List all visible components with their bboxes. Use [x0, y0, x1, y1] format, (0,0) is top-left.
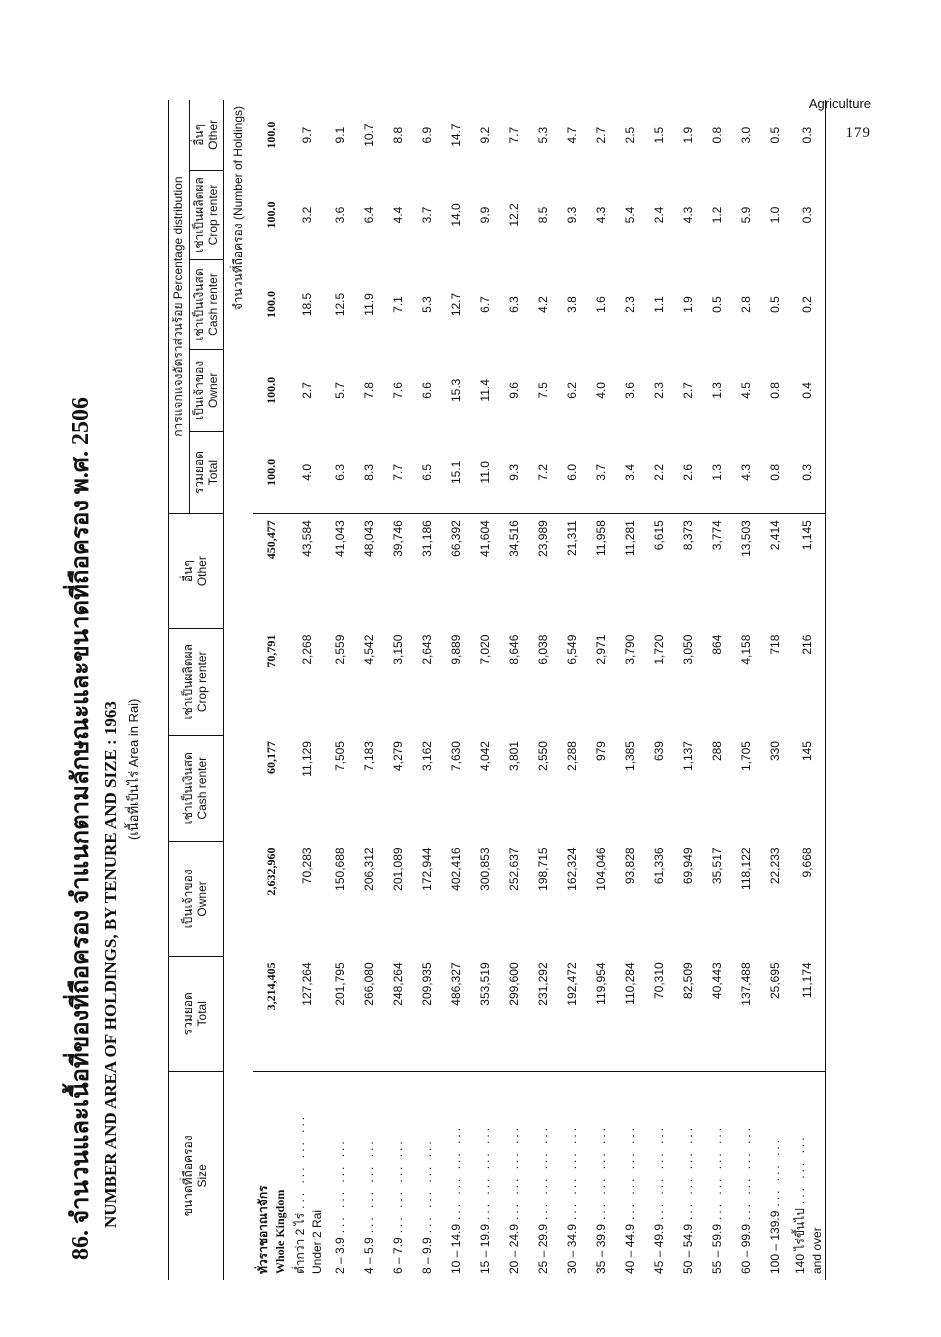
count-cell: 718 — [767, 634, 782, 655]
percent-cell: 3.2 — [300, 206, 315, 224]
percent-cell: 6.4 — [361, 206, 376, 224]
count-cell: 35,517 — [709, 847, 724, 885]
pct-total-header: รวมยอด Total — [189, 431, 224, 513]
count-cell: 4,542 — [361, 634, 376, 665]
table-row — [673, 100, 702, 1280]
count-cell: 3,162 — [419, 741, 434, 772]
table-row — [586, 100, 615, 1280]
count-cell: 1,705 — [738, 741, 753, 772]
table-row — [325, 100, 354, 1280]
count-cell: 9,668 — [800, 847, 815, 878]
percent-cell: 2.7 — [593, 126, 608, 144]
leader-dots: ... ... ... ... — [535, 1124, 550, 1220]
size-label-secondary: Under 2 Rai — [309, 1209, 324, 1274]
percent-cell: 0.4 — [800, 382, 815, 399]
percent-cell: 2.2 — [644, 431, 673, 513]
percent-cell: 7.2 — [528, 431, 557, 513]
count-cell: 486,327 — [441, 956, 470, 1071]
count-cell: 2,550 — [535, 741, 550, 772]
pct-cash-header: เช่าเป็นเงินสด Cash renter — [189, 260, 224, 350]
count-cell: 1,720 — [651, 634, 666, 665]
table-row — [731, 100, 760, 1280]
percent-cell: 15.1 — [441, 431, 470, 513]
count-cell: 192,472 — [557, 956, 586, 1071]
count-cell: 43,584 — [300, 520, 315, 557]
percent-cell: 6.0 — [557, 431, 586, 513]
percent-cell: 6.3 — [325, 431, 354, 513]
count-cell: 7,183 — [361, 741, 376, 772]
row-size-label — [789, 1071, 825, 1280]
percent-cell: 6.2 — [564, 382, 579, 399]
size-label-primary: 4 – 5.9 — [361, 1237, 376, 1274]
percent-cell: 15.3 — [448, 378, 463, 403]
percent-cell: 11.0 — [470, 431, 499, 513]
percent-cell: 9.9 — [477, 206, 492, 224]
percent-cell: 5.7 — [332, 382, 347, 399]
size-label-primary: 20 – 24.9 — [506, 1223, 521, 1274]
table-row — [557, 100, 586, 1280]
leader-dots: ... ... ... ... — [361, 1138, 376, 1234]
row-size-label — [586, 1071, 615, 1280]
size-label-primary: 50 – 54.9 — [680, 1223, 695, 1274]
percent-cell: 8.3 — [354, 431, 383, 513]
count-cell: 11,174 — [789, 956, 825, 1071]
percent-cell: 5.3 — [535, 126, 550, 144]
row-size-label — [253, 1071, 289, 1280]
percent-cell: 4.4 — [390, 206, 405, 224]
percent-cell: 100.0 — [263, 201, 278, 229]
table-title-english: NUMBER AND AREA OF HOLDINGS, BY TENURE AND SIZE : 1963 — [101, 701, 120, 1228]
pct-crop-header: เช่าเป็นผลิตผล Crop renter — [189, 170, 224, 260]
count-cell: 231,292 — [528, 956, 557, 1071]
count-cell: 119,954 — [586, 956, 615, 1071]
table-row — [499, 100, 528, 1280]
count-cell: 39,746 — [390, 520, 405, 557]
percent-cell: 7.8 — [361, 382, 376, 399]
row-size-label — [470, 1071, 499, 1280]
count-cell: 252,637 — [506, 847, 521, 891]
percent-cell: 0.2 — [800, 296, 815, 313]
leader-dots: ... ... ... ... — [506, 1124, 521, 1220]
count-cell: 22,233 — [767, 847, 782, 885]
percent-cell: 3.6 — [622, 382, 637, 399]
col-other-header: อื่นๆ Other — [169, 514, 224, 629]
percent-cell: 14.7 — [448, 123, 463, 147]
percent-cell: 1.3 — [702, 431, 731, 513]
row-size-label — [354, 1071, 383, 1280]
count-cell: 172,944 — [419, 847, 434, 891]
count-cell: 353,519 — [470, 956, 499, 1071]
percent-cell: 8.5 — [535, 206, 550, 224]
count-cell: 61,336 — [651, 847, 666, 885]
table-row — [289, 100, 325, 1280]
count-cell: 8,373 — [680, 520, 695, 551]
table-row — [470, 100, 499, 1280]
percent-cell: 4.5 — [738, 382, 753, 399]
table-header — [169, 100, 224, 1280]
leader-dots: ... ... ... ... — [390, 1138, 405, 1234]
percent-cell: 8.8 — [390, 126, 405, 144]
percent-cell: 9.7 — [300, 126, 315, 144]
size-label-primary: ต่ำกว่า 2 ไร่ — [292, 1212, 307, 1274]
col-total-header: รวมยอด Total — [169, 956, 224, 1071]
size-label-primary: 100 – 139.9 — [767, 1210, 782, 1274]
count-cell: 11,129 — [300, 741, 315, 777]
count-cell: 300,853 — [477, 847, 492, 891]
percent-cell: 2.3 — [651, 382, 666, 399]
leader-dots: ... ... ... ... — [477, 1124, 492, 1220]
table-row — [441, 100, 470, 1280]
row-size-label — [615, 1071, 644, 1280]
row-size-label — [702, 1071, 731, 1280]
table-row — [702, 100, 731, 1280]
count-cell: 3,774 — [709, 520, 724, 551]
count-cell: 206,312 — [361, 847, 376, 891]
count-cell: 248,264 — [383, 956, 412, 1071]
size-label-primary: 140 ไร่ขึ้นไป — [792, 1208, 807, 1274]
leader-dots: ... ... ... — [767, 1136, 782, 1207]
leader-dots: ... ... ... ... — [622, 1124, 637, 1220]
count-cell: 7,630 — [448, 741, 463, 772]
count-cell: 60,177 — [263, 741, 278, 775]
count-cell: 7,020 — [477, 634, 492, 665]
count-cell: 66,392 — [448, 520, 463, 557]
leader-dots: ... ... ... ... — [448, 1124, 463, 1220]
count-cell: 2,632,960 — [263, 847, 278, 896]
count-cell: 288 — [709, 741, 724, 762]
title-thai-text: จำนวนและเนื้อที่ของที่ถือครอง จำแนกตามลักษณะและขนาดที่ถือครอง พ.ศ. 2506 — [68, 396, 94, 1224]
count-cell: 34,516 — [506, 520, 521, 557]
row-size-label — [528, 1071, 557, 1280]
percent-cell: 0.5 — [767, 126, 782, 144]
percent-cell: 0.3 — [800, 206, 815, 224]
percent-cell: 6.6 — [419, 382, 434, 399]
table-body — [224, 100, 826, 1280]
size-label-primary: 25 – 29.9 — [535, 1223, 550, 1274]
count-cell: 450,477 — [263, 520, 278, 560]
leader-dots: ... ... ... ... — [419, 1138, 434, 1234]
row-size-label — [412, 1071, 441, 1280]
size-label-primary: 45 – 49.9 — [651, 1223, 666, 1274]
count-cell: 266,080 — [354, 956, 383, 1071]
count-cell: 2,643 — [419, 634, 434, 665]
leader-dots: ... ... ... ... — [680, 1124, 695, 1220]
percent-cell: 5.3 — [419, 296, 434, 313]
count-cell: 2,971 — [593, 634, 608, 665]
percent-cell: 6.5 — [412, 431, 441, 513]
pct-group-header: การแจกแจงอัตราส่วนร้อย Percentage distribution — [169, 100, 190, 514]
count-cell: 110,284 — [615, 956, 644, 1071]
table-row — [354, 100, 383, 1280]
row-size-label — [731, 1071, 760, 1280]
count-cell: 3,214,405 — [253, 956, 289, 1071]
section-note: จำนวนที่ถือครอง (Number of Holdings) — [231, 106, 246, 311]
count-cell: 2,559 — [332, 634, 347, 665]
table-row — [615, 100, 644, 1280]
percent-cell: 3.7 — [419, 206, 434, 224]
percent-cell: 1.6 — [593, 296, 608, 313]
count-cell: 3,150 — [390, 634, 405, 665]
count-cell: 70,283 — [300, 847, 315, 885]
percent-cell: 4.2 — [535, 296, 550, 313]
percent-cell: 7.5 — [535, 382, 550, 399]
count-cell: 2,414 — [767, 520, 782, 551]
table-row — [760, 100, 789, 1280]
count-cell: 70,791 — [263, 634, 278, 668]
percent-cell: 0.5 — [767, 296, 782, 313]
count-cell: 70,310 — [644, 956, 673, 1071]
percent-cell: 100.0 — [263, 121, 278, 149]
col-cash-header: เช่าเป็นเงินสด Cash renter — [169, 735, 224, 841]
percent-cell: 4.0 — [593, 382, 608, 399]
row-size-label — [557, 1071, 586, 1280]
count-cell: 21,311 — [564, 520, 579, 557]
row-size-label — [673, 1071, 702, 1280]
percent-cell: 7.7 — [506, 126, 521, 144]
count-cell: 209,935 — [412, 956, 441, 1071]
percent-cell: 12.2 — [506, 203, 521, 227]
rotated-table-page — [60, 100, 880, 1280]
percent-cell: 2.8 — [738, 296, 753, 313]
count-cell: 23,989 — [535, 520, 550, 557]
percent-cell: 1.1 — [651, 296, 666, 313]
count-cell: 69,949 — [680, 847, 695, 885]
percent-cell: 2.3 — [622, 296, 637, 313]
percent-cell: 7.7 — [383, 431, 412, 513]
count-cell: 162,324 — [564, 847, 579, 891]
percent-cell: 4.0 — [289, 431, 325, 513]
table-row — [383, 100, 412, 1280]
col-crop-header: เช่าเป็นผลิตผล Crop renter — [169, 629, 224, 735]
row-size-label — [499, 1071, 528, 1280]
percent-cell: 4.3 — [731, 431, 760, 513]
row-size-label — [383, 1071, 412, 1280]
count-cell: 150,688 — [332, 847, 347, 891]
percent-cell: 100.0 — [253, 431, 289, 513]
count-cell: 11,281 — [622, 520, 637, 557]
row-size-label — [289, 1071, 325, 1280]
percent-cell: 7.6 — [390, 382, 405, 399]
percent-cell: 9.3 — [499, 431, 528, 513]
size-label-primary: 8 – 9.9 — [419, 1237, 434, 1274]
percent-cell: 3.7 — [586, 431, 615, 513]
count-cell: 48,043 — [361, 520, 376, 557]
percent-cell: 7.1 — [390, 296, 405, 313]
count-cell: 4,042 — [477, 741, 492, 772]
size-label-primary: 60 – 99.9 — [738, 1223, 753, 1274]
count-cell: 639 — [651, 741, 666, 762]
percent-cell: 2.6 — [673, 431, 702, 513]
percent-cell: 5.4 — [622, 206, 637, 224]
leader-dots: ... ... ... ... — [332, 1138, 347, 1234]
percent-cell: 1.3 — [709, 382, 724, 399]
count-cell: 104,046 — [593, 847, 608, 891]
percent-cell: 0.5 — [709, 296, 724, 313]
count-cell: 1,385 — [622, 741, 637, 772]
count-cell: 137,488 — [731, 956, 760, 1071]
percent-cell: 1.2 — [709, 206, 724, 224]
count-cell: 330 — [767, 741, 782, 762]
size-label-primary: 2 – 3.9 — [332, 1237, 347, 1274]
percent-cell: 2.4 — [651, 206, 666, 224]
percent-cell: 6.7 — [477, 296, 492, 313]
count-cell: 299,600 — [499, 956, 528, 1071]
percent-cell: 0.8 — [709, 126, 724, 144]
count-cell: 3,790 — [622, 634, 637, 665]
table-row — [644, 100, 673, 1280]
percent-cell: 0.3 — [789, 431, 825, 513]
percent-cell: 18.5 — [300, 292, 315, 317]
size-label-secondary: and over — [809, 1227, 824, 1274]
size-label-primary: 55 – 59.9 — [709, 1223, 724, 1274]
leader-dots: ... ... ... ... — [564, 1124, 579, 1220]
table-row — [528, 100, 557, 1280]
count-cell: 93,828 — [622, 847, 637, 885]
percent-cell: 0.8 — [760, 431, 789, 513]
table-row — [253, 100, 289, 1280]
count-cell: 3,801 — [506, 741, 521, 772]
percent-cell: 2.7 — [680, 382, 695, 399]
count-cell: 3,050 — [680, 634, 695, 665]
size-label-primary: 10 – 14.9 — [448, 1223, 463, 1274]
leader-dots: ... ... ... — [792, 1134, 807, 1205]
percent-cell: 12.5 — [332, 292, 347, 317]
size-label-primary: 40 – 44.9 — [622, 1223, 637, 1274]
count-cell: 2,288 — [564, 741, 579, 772]
count-cell: 41,604 — [477, 520, 492, 557]
count-cell: 6,549 — [564, 634, 579, 665]
leader-dots: ... ... ... ... — [292, 1113, 307, 1209]
leader-dots: ... ... ... ... — [593, 1124, 608, 1220]
percent-cell: 9.1 — [332, 126, 347, 144]
count-cell: 198,715 — [535, 847, 550, 891]
table-title-thai — [60, 120, 99, 1260]
table-row — [789, 100, 825, 1280]
table-number: 86. — [68, 1230, 94, 1260]
size-label-secondary: Whole Kingdom — [273, 1189, 288, 1274]
percent-cell: 3.4 — [615, 431, 644, 513]
row-size-label — [760, 1071, 789, 1280]
count-cell: 127,264 — [289, 956, 325, 1071]
count-cell: 1,137 — [680, 741, 695, 772]
percent-cell: 1.5 — [651, 126, 666, 144]
pct-other-header: อื่นๆ Other — [189, 100, 224, 170]
count-cell: 11,958 — [593, 520, 608, 557]
leader-dots: ... ... ... ... — [651, 1124, 666, 1220]
percent-cell: 9.2 — [477, 126, 492, 144]
leader-dots: ... ... ... ... — [738, 1124, 753, 1220]
count-cell: 979 — [593, 741, 608, 762]
section-label: Agriculture — [808, 96, 871, 111]
percent-cell: 5.9 — [738, 206, 753, 224]
count-cell: 201,795 — [325, 956, 354, 1071]
page-number: 179 — [845, 125, 871, 141]
percent-cell: 100.0 — [263, 290, 278, 318]
col-size-header: ขนาดที่ถือครอง Size — [169, 1071, 224, 1280]
count-cell: 41,043 — [332, 520, 347, 557]
percent-cell: 3.6 — [332, 206, 347, 224]
count-cell: 82,509 — [673, 956, 702, 1071]
count-cell: 7,505 — [332, 741, 347, 772]
percent-cell: 2.7 — [300, 382, 315, 399]
size-label-primary: 30 – 34.9 — [564, 1223, 579, 1274]
col-owner-header: เป็นเจ้าของ Owner — [169, 841, 224, 956]
count-cell: 2,268 — [300, 634, 315, 665]
count-cell: 25,695 — [760, 956, 789, 1071]
size-label-primary: 15 – 19.9 — [477, 1223, 492, 1274]
table-subtitle: (เนื้อที่เป็นไร่ Area in Rai) — [126, 698, 141, 840]
count-cell: 9,889 — [448, 634, 463, 665]
row-size-label — [644, 1071, 673, 1280]
count-cell: 6,615 — [651, 520, 666, 551]
table-row — [412, 100, 441, 1280]
count-cell: 31,186 — [419, 520, 434, 557]
percent-cell: 2.5 — [622, 126, 637, 144]
percent-cell: 3.0 — [738, 126, 753, 144]
percent-cell: 1.0 — [767, 206, 782, 224]
leader-dots: ... ... ... ... — [709, 1124, 724, 1220]
percent-cell: 11.9 — [361, 293, 376, 316]
percent-cell: 6.3 — [506, 296, 521, 313]
table-title-block — [60, 120, 144, 1260]
percent-cell: 1.9 — [680, 296, 695, 313]
percent-cell: 1.9 — [680, 126, 695, 144]
count-cell: 201,089 — [390, 847, 405, 891]
size-label-primary: 35 – 39.9 — [593, 1223, 608, 1274]
count-cell: 4,158 — [738, 634, 753, 665]
count-cell: 40,443 — [702, 956, 731, 1071]
count-cell: 216 — [800, 634, 815, 655]
percent-cell: 12.7 — [448, 292, 463, 317]
percent-cell: 11.4 — [477, 379, 492, 402]
count-cell: 6,038 — [535, 634, 550, 665]
count-cell: 1,145 — [800, 520, 815, 551]
percent-cell: 9.6 — [506, 382, 521, 399]
percent-cell: 0.8 — [767, 382, 782, 399]
percent-cell: 3.8 — [564, 296, 579, 313]
size-label-primary: ทั่วราชอาณาจักร — [256, 1185, 271, 1274]
count-cell: 8,646 — [506, 634, 521, 665]
count-cell: 402,416 — [448, 847, 463, 891]
percent-cell: 4.7 — [564, 126, 579, 144]
percent-cell: 10.7 — [361, 123, 376, 147]
count-cell: 118,122 — [738, 847, 753, 890]
size-label-primary: 6 – 7.9 — [390, 1237, 405, 1274]
holdings-table — [168, 100, 826, 1280]
percent-cell: 4.3 — [593, 206, 608, 224]
percent-cell: 4.3 — [680, 206, 695, 224]
pct-owner-header: เป็นเจ้าของ Owner — [189, 349, 224, 431]
count-cell: 864 — [709, 634, 724, 655]
count-cell: 13,503 — [738, 520, 753, 557]
percent-cell: 0.3 — [800, 126, 815, 144]
section-note-row — [224, 100, 254, 1280]
row-size-label — [441, 1071, 470, 1280]
percent-cell: 9.3 — [564, 206, 579, 224]
percent-cell: 14.0 — [448, 203, 463, 227]
count-cell: 4,279 — [390, 741, 405, 772]
count-cell: 145 — [800, 741, 815, 762]
percent-cell: 6.9 — [419, 126, 434, 144]
row-size-label — [325, 1071, 354, 1280]
percent-cell: 100.0 — [263, 376, 278, 404]
